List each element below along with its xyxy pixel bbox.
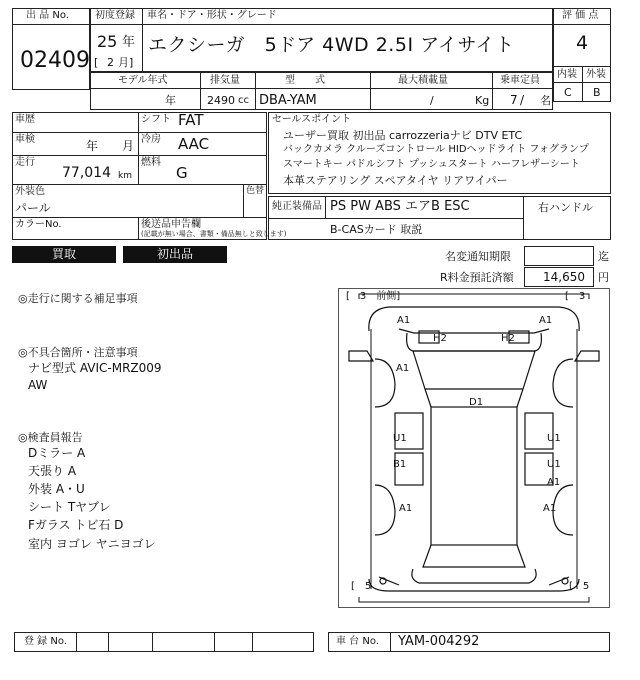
model-year-unit: 年 (165, 94, 176, 107)
equipment-value: PS PW ABS エアB ESC (330, 199, 470, 214)
mark-a1-6: A1 (543, 503, 557, 514)
recycle-unit: 円 (598, 271, 609, 284)
first-reg-label: 初度登録 (95, 10, 135, 21)
capacity-slash: / (520, 93, 525, 107)
overall-grade: 4 (576, 32, 589, 54)
mileage-label: 走行 (15, 157, 35, 168)
mark-a1-4: A1 (547, 477, 561, 488)
car-name-label: 車名・ドア・形状・グレード (147, 10, 277, 21)
mark-h2-2: H2 (501, 333, 515, 344)
exterior-color-label: 外装色 (15, 186, 45, 197)
fuel-label: 燃料 (141, 157, 161, 168)
displacement-value: 2490 (207, 94, 235, 107)
mark-d1: D1 (469, 397, 484, 408)
recycle-fee: 14,650 (543, 270, 585, 284)
exterior-color-value: パール (15, 201, 51, 215)
inspection-year-unit: 年 (86, 139, 99, 153)
type-label: 型 式 (285, 75, 325, 86)
equipment-label: 純正装備品 (272, 201, 322, 212)
car-diagram (338, 288, 610, 608)
ac-value: AAC (178, 135, 210, 153)
grade-label: 評 価 点 (562, 10, 599, 21)
recycle-label: R料金預託済額 (440, 271, 514, 284)
capacity-label: 乗車定員 (500, 75, 540, 86)
mark-a1-3: A1 (396, 363, 410, 374)
first-reg-month: 2 (107, 56, 114, 69)
shift-label: シフト (141, 114, 171, 125)
model-type: DBA-YAM (259, 93, 317, 108)
name-change-unit: 迄 (598, 250, 609, 263)
mileage-value: 77,014 (62, 165, 111, 181)
displacement-label: 排気量 (210, 75, 240, 86)
caution-line-1: ナビ型式 AVIC-MRZ009 (28, 361, 162, 375)
first-reg-month-prefix: [ (94, 56, 99, 69)
mark-b1: B1 (393, 459, 407, 470)
inspector-line-6: 室内 ヨゴレ ヤニヨゴレ (28, 537, 156, 551)
mark-u1-2: U1 (547, 433, 561, 444)
mileage-unit: km (118, 171, 132, 181)
inspection-month-unit: 月 (122, 139, 135, 153)
inspector-line-5: Fガラス トビ石 D (28, 518, 124, 532)
caution-title: ◎不具合箇所・注意事項 (18, 346, 138, 359)
sales-point-line-4: 本革ステアリング スペアタイヤ リアワイパー (283, 174, 508, 187)
tag-purchase: 買取 (12, 246, 116, 263)
displacement-unit: cc (238, 95, 249, 106)
model-year-label: モデル年式 (118, 75, 168, 86)
inspector-line-4: シート Tヤブレ (28, 500, 111, 514)
corner-top-left: [ 3 前側] (346, 291, 401, 302)
registration-label: 登 録 No. (24, 636, 67, 647)
lot-label: 出 品 No. (26, 10, 69, 21)
sales-point-line-1: ユーザー買取 初出品 carrozzeriaナビ DTV ETC (283, 129, 523, 142)
tag-first-listing: 初出品 (123, 246, 227, 263)
capacity-unit: 名 (540, 94, 551, 107)
name-change-label: 名変通知期限 (445, 250, 511, 263)
exterior-label: 外装 (586, 69, 606, 80)
handle-value: 右ハンドル (538, 201, 593, 214)
interior-grade: C (564, 86, 572, 99)
load-unit: Kg (475, 94, 490, 107)
first-reg-year: 25 (97, 32, 118, 51)
shift-value: FAT (178, 111, 204, 129)
inspector-title: ◎検査員報告 (18, 431, 83, 444)
load-slash: / (430, 94, 434, 107)
inspector-line-2: 天張り A (28, 464, 77, 478)
chassis-number: YAM-004292 (398, 634, 480, 649)
inspector-line-1: Dミラー A (28, 446, 86, 460)
sales-point-label: セールスポイント (272, 114, 352, 125)
mark-u1-1: U1 (393, 433, 407, 444)
bcas-value: B-CASカード 取説 (330, 223, 423, 236)
corner-top-right: [ 3 (565, 291, 596, 302)
docs-label: 後送品申告欄 (141, 219, 201, 230)
first-reg-month-suffix: 月] (118, 56, 134, 69)
sales-point-line-3: スマートキー パドルシフト プッシュスタート ハーフレザーシート (283, 159, 580, 170)
load-label: 最大積載量 (398, 75, 448, 86)
mark-u1-3: U1 (547, 459, 561, 470)
color-no-label: カラーNo. (15, 219, 62, 230)
inspector-line-3: 外装 A・U (28, 482, 85, 496)
lot-number: 02409 (20, 48, 90, 73)
history-label: 車歴 (15, 114, 35, 125)
mark-a1-5: A1 (399, 503, 413, 514)
first-reg-year-unit: 年 (122, 35, 136, 50)
fuel-value: G (176, 164, 188, 182)
corner-bottom-right: [ 5 (569, 581, 600, 592)
mark-h2-1: H2 (433, 333, 447, 344)
name-change-box (524, 246, 594, 266)
mark-a1-1: A1 (397, 315, 411, 326)
caution-line-2: AW (28, 378, 48, 392)
car-name: エクシーガ 5ドア 4WD 2.5I アイサイト (148, 34, 515, 56)
car-outline (339, 289, 609, 607)
inspection-label: 車検 (15, 134, 35, 145)
ac-label: 冷房 (141, 134, 161, 145)
sales-point-line-2: バックカメラ クルーズコントロール HIDヘッドライト フォグランプ (283, 144, 589, 155)
exterior-grade: B (593, 86, 601, 99)
driving-remarks-title: ◎走行に関する補足事項 (18, 292, 138, 305)
corner-bottom-left: [ 5 (351, 581, 382, 592)
color-change-label: 色替 (246, 186, 265, 196)
interior-label: 内装 (557, 69, 577, 80)
chassis-label: 車 台 No. (336, 636, 379, 647)
mark-a1-2: A1 (539, 315, 553, 326)
docs-note: (記載が無い場合、書類・備品無しと致します) (141, 230, 287, 238)
capacity-value: 7 (510, 93, 518, 107)
